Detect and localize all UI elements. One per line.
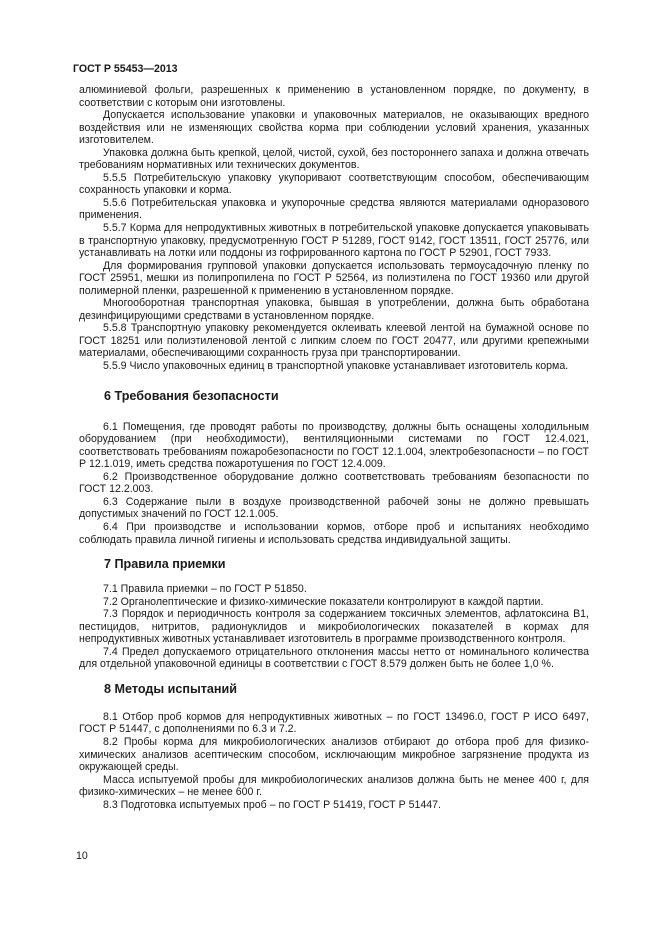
paragraph: Допускается использование упаковки и упаковочных материалов, не оказывающих вредного воздействия или не изменяющих свойства корма при соблюдении условий хранения, указанных изготовителем.	[79, 109, 589, 147]
paragraph: 7.1 Правила приемки – по ГОСТ Р 51850.	[103, 583, 307, 596]
paragraph: 5.5.9 Число упаковочных единиц в транспортной упаковке устанавливает изготовитель корма.	[103, 360, 569, 373]
paragraph: 5.5.8 Транспортную упаковку рекомендуется оклеивать клеевой лентой на бумажной основе по ГОСТ 18251 или полиэтиленовой лентой с липким слоем по ГОСТ 20477, или другими крепежными материалами, обеспечивающими сохранность груза при транспортировании.	[79, 322, 589, 360]
section-heading: 8 Методы испытаний	[104, 681, 237, 696]
paragraph: 5.5.7 Корма для непродуктивных животных в потребительской упаковке допускается упаковывать в транспортную упаковку, предусмотренную ГОСТ Р 51289, ГОСТ 9142, ГОСТ 13511, ГОСТ 25776, или устанавливать на лотки или поддоны из гофрированного картона по ГОСТ Р 52901, ГОСТ 7933.	[79, 222, 589, 260]
paragraph: 8.1 Отбор проб кормов для непродуктивных животных – по ГОСТ 13496.0, ГОСТ Р ИСО 6497, ГОСТ Р 51447, с дополнениями по 6.3 и 7.2.	[79, 710, 589, 736]
document-header: ГОСТ Р 55453—2013	[73, 63, 178, 75]
paragraph: 7.3 Порядок и периодичность контроля за содержанием токсичных элементов, афлатоксина В1, пестицидов, нитритов, радионуклидов и микробиологических показателей в кормах для непродуктивных животных устанавливает изготовитель в программе производственного контроля.	[79, 608, 589, 646]
section-heading: 6 Требования безопасности	[104, 388, 279, 403]
section-heading: 7 Правила приемки	[104, 557, 226, 572]
paragraph: 6.4 При производстве и использовании кормов, отборе проб и испытаниях необходимо соблюдать правила личной гигиены и использовать средства индивидуальной защиты.	[79, 520, 589, 546]
paragraph: 6.2 Производственное оборудование должно соответствовать требованиям безопасности по ГОСТ 12.2.003.	[79, 470, 589, 496]
paragraph: 5.5.5 Потребительскую упаковку укупоривают соответствующим способом, обеспечивающим сохранность упаковки и корма.	[79, 171, 589, 197]
paragraph: 8.3 Подготовка испытуемых проб – по ГОСТ Р 51419, ГОСТ Р 51447.	[103, 798, 442, 811]
paragraph: 7.2 Органолептические и физико-химические показатели контролируют в каждой партии.	[103, 595, 544, 608]
paragraph: Многооборотная транспортная упаковка, бывшая в употреблении, должна быть обработана дезинфицирующими средствами в установленном порядке.	[79, 297, 589, 322]
paragraph: алюминиевой фольги, разрешенных к применению в установленном порядке, по документу, в соответствии с которым они изготовлены.	[79, 84, 589, 109]
paragraph: Упаковка должна быть крепкой, целой, чистой, сухой, без постороннего запаха и должна отвечать требованиям нормативных или технических документов.	[79, 146, 589, 172]
paragraph: 7.4 Предел допускаемого отрицательного отклонения массы нетто от номинального количества для отдельной упаковочной единицы в соответствии с ГОСТ 8.579 должен быть не более 1,0 %.	[79, 645, 589, 671]
paragraph: 6.3 Содержание пыли в воздухе производственной рабочей зоны не должно превышать допустимых значений по ГОСТ 12.1.005.	[79, 495, 589, 521]
document-body	[79, 84, 589, 811]
page-number: 10	[76, 850, 88, 862]
paragraph: 5.5.6 Потребительская упаковка и укупорочные средства являются материалами одноразового применения.	[79, 196, 589, 222]
paragraph: Масса испытуемой пробы для микробиологических анализов должна быть не менее 400 г, для физико-химических – не менее 600 г.	[79, 773, 589, 799]
paragraph: 8.2 Пробы корма для микробиологических анализов отбирают до отбора проб для физико-химических анализов асептическим способом, исключающим микробное загрязнение продукта из окружающей среды.	[79, 735, 589, 774]
paragraph: 6.1 Помещения, где проводят работы по производству, должны быть оснащены холодильным оборудованием (при необходимости), вентиляционными системами по ГОСТ 12.4.021, соответствовать требованиям пожаробезопасности по ГОСТ 12.1.004, электробезопасности – по ГОСТ Р 12.1.019, иметь средства пожаротушения по ГОСТ 12.4.009.	[79, 420, 589, 471]
paragraph: Для формирования групповой упаковки допускается использовать термоусадочную пленку по ГОСТ 25951, мешки из полипропилена по ГОСТ Р 52564, из полиэтилена по ГОСТ 19360 или другой полимерной пленки, разрешенной к применению в установленном порядке.	[79, 259, 589, 297]
